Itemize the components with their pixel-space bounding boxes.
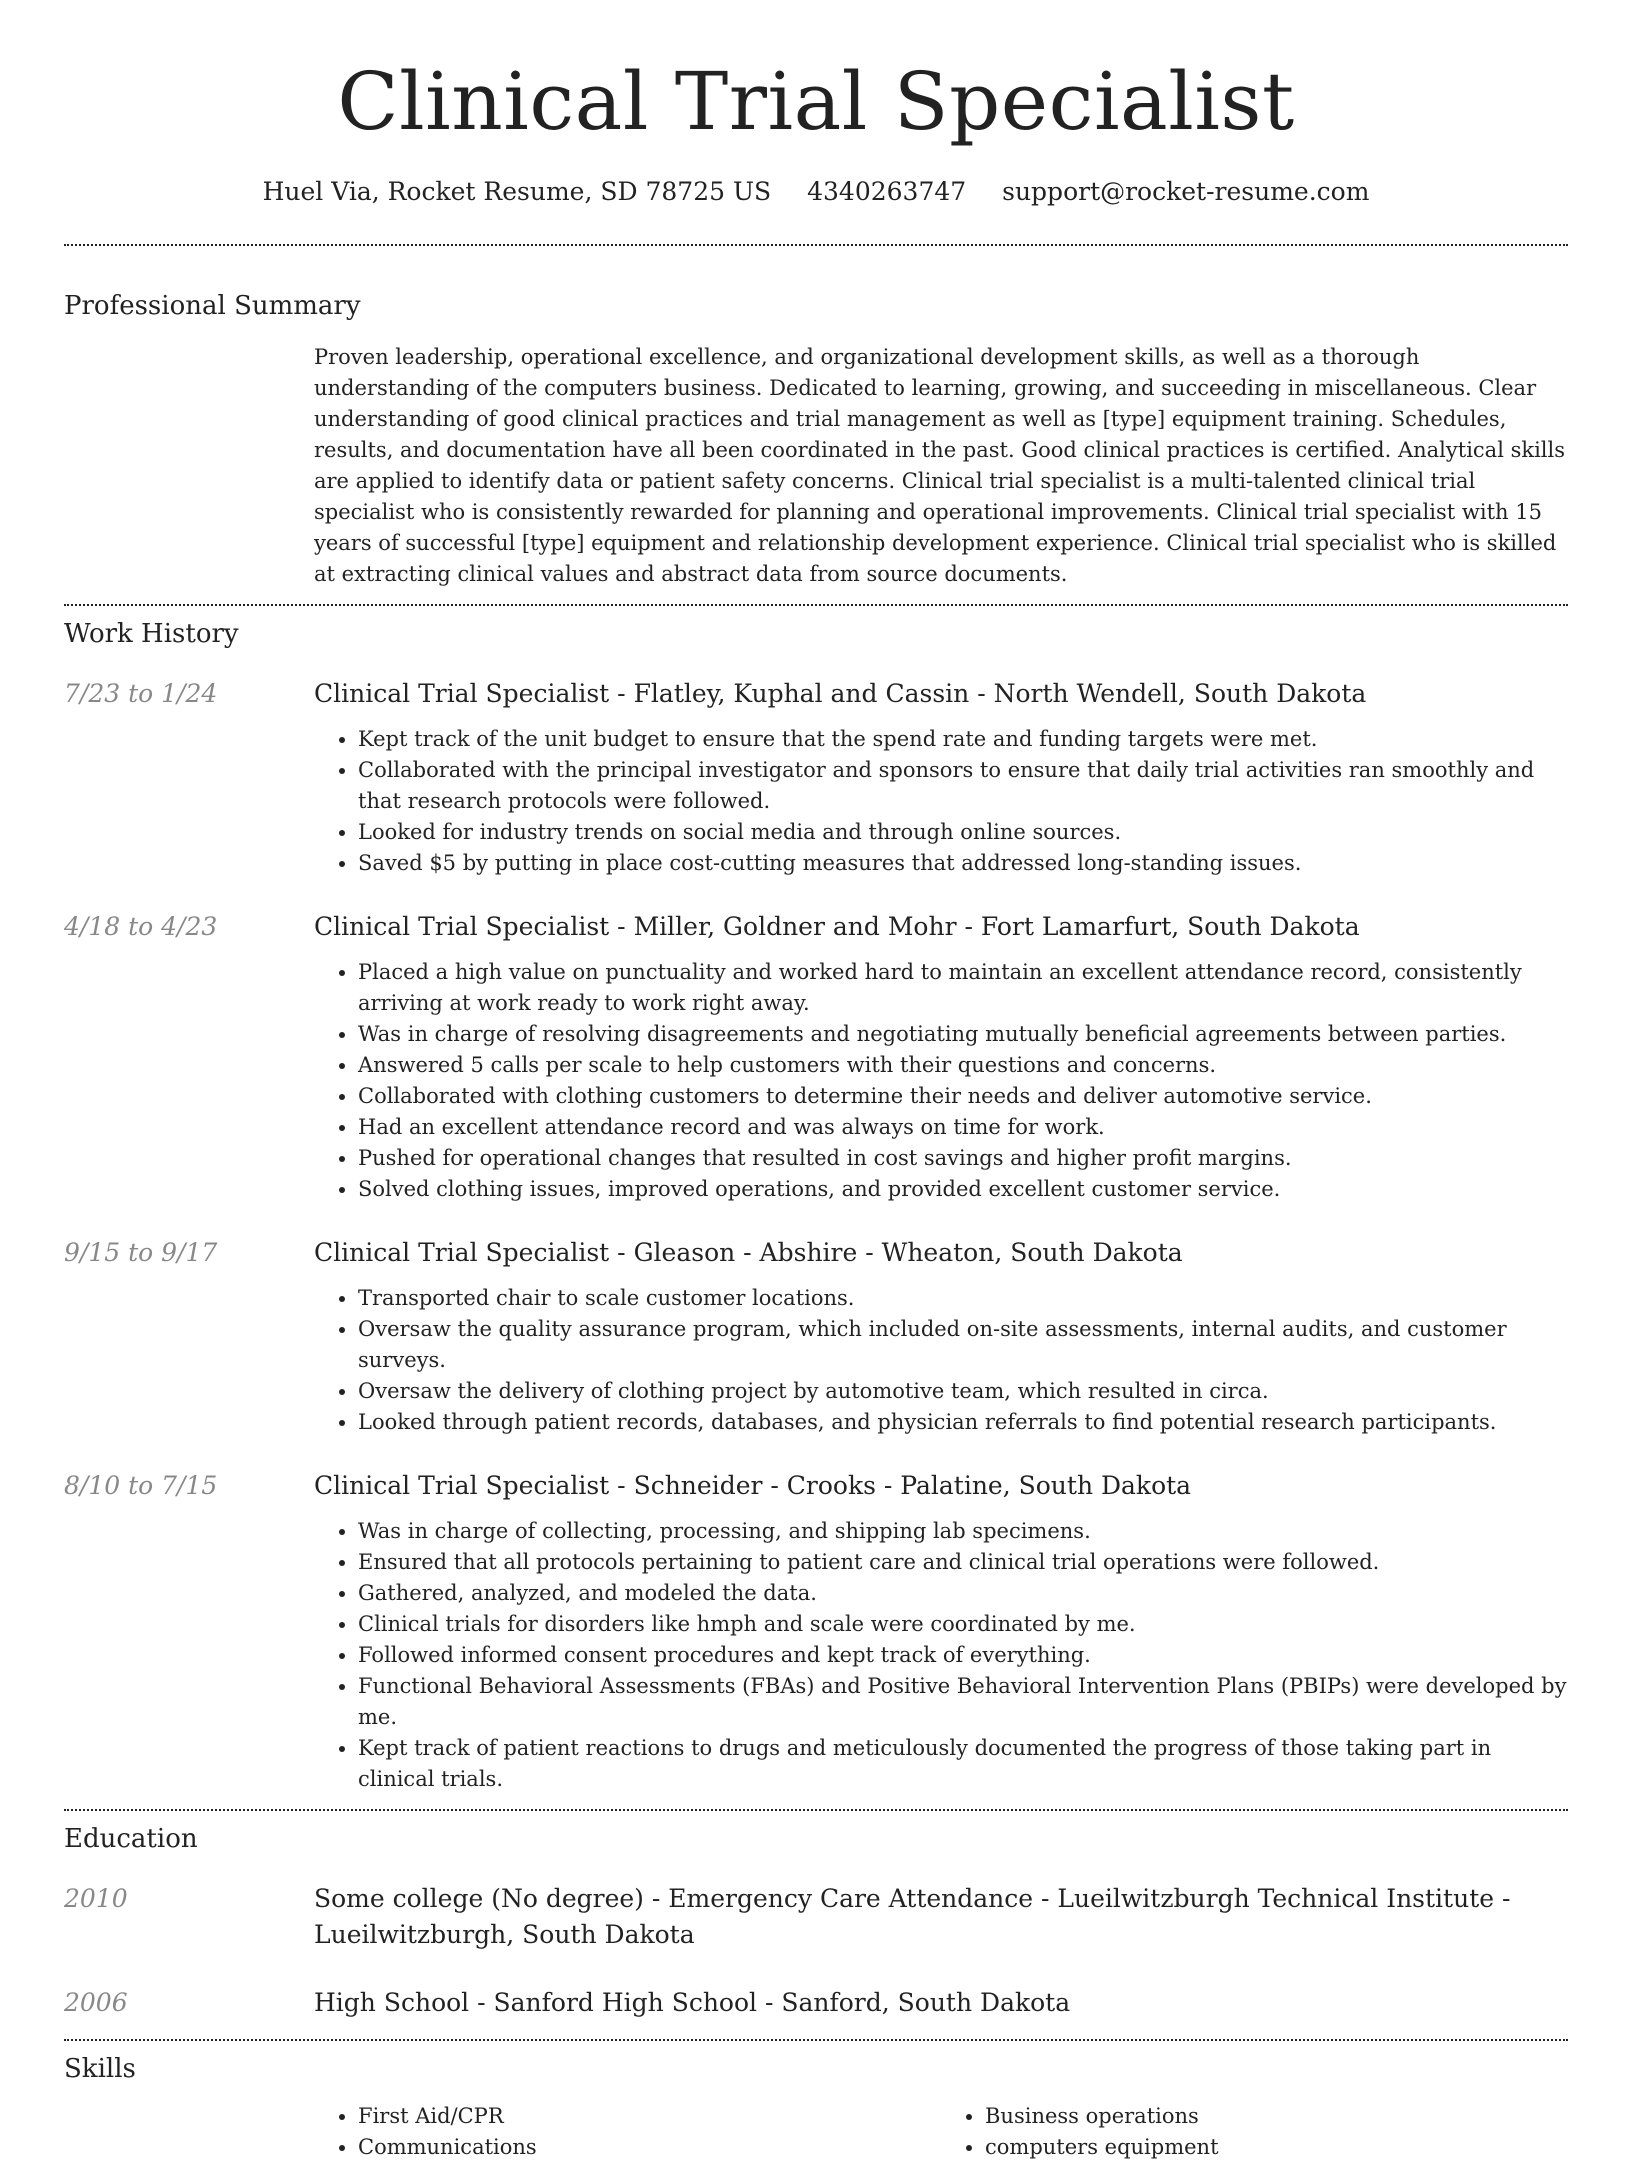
job-entry — [64, 1468, 1568, 1795]
list-item: • Ensured that all protocols pertaining to patient care and clinical trial operations were followed. — [358, 1547, 1568, 1578]
summary-heading: Professional Summary — [64, 291, 361, 321]
list-item: • Collaborated with the principal investigator and sponsors to ensure that daily trial activities ran smoothly and that research protocols were followed. — [358, 755, 1568, 817]
skills-list — [314, 2101, 1568, 2163]
divider — [64, 244, 1568, 246]
list-item: • First Aid/CPR — [358, 2101, 941, 2132]
education-heading-text: High School - Sanford High School - Sanford, South Dakota — [314, 1988, 1071, 2017]
list-item: • Followed informed consent procedures and kept track of everything. — [358, 1640, 1568, 1671]
candidate-name: Clinical Trial Specialist — [337, 55, 1295, 148]
list-item: • Kept track of patient reactions to drugs and meticulously documented the progress of those taking part in clinical trials. — [358, 1733, 1568, 1795]
divider — [64, 1809, 1568, 1811]
education-year: 2010 — [64, 1884, 128, 1913]
contact-email: support@rocket-resume.com — [1002, 177, 1370, 206]
job-dates: 7/23 to 1/24 — [64, 679, 218, 708]
list-item: • Answered 5 calls per scale to help customers with their questions and concerns. — [358, 1050, 1568, 1081]
list-item: • computers equipment — [985, 2132, 1568, 2163]
list-item: • Transported chair to scale customer locations. — [358, 1283, 1568, 1314]
skills-column-right — [941, 2101, 1568, 2163]
summary-text: Proven leadership, operational excellence, and organizational development skills, as well as a thorough understanding of the computers business. Dedicated to learning, growing, and succeeding in miscellaneous. Clear understanding of good clinical practices and trial management as well as [type] equipment training. Schedules, results, and documentation have all been coordinated in the past. Good clinical practices is certified. Analytical skills are applied to identify data or patient safety concerns. Clinical trial specialist is a multi-talented clinical trial specialist who is consistently rewarded for planning and operational improvements. Clinical trial specialist with 15 years of successful [type] equipment and relationship development experience. Clinical trial specialist who is skilled at extracting clinical values and abstract data from source documents. — [314, 345, 1566, 586]
work-history-list — [64, 676, 1568, 1795]
job-heading: Clinical Trial Specialist - Flatley, Kuphal and Cassin - North Wendell, South Dakota — [314, 679, 1367, 708]
job-heading: Clinical Trial Specialist - Schneider - Crooks - Palatine, South Dakota — [314, 1471, 1192, 1500]
job-dates: 8/10 to 7/15 — [64, 1471, 218, 1500]
list-item: • Saved $5 by putting in place cost-cutting measures that addressed long-standing issues. — [358, 848, 1568, 879]
education-list — [64, 1881, 1568, 2021]
education-heading-text: Some college (No degree) - Emergency Care Attendance - Lueilwitzburgh Technical Institute - Lueilwitzburgh, South Dakota — [314, 1884, 1511, 1949]
work-history-heading: Work History — [64, 619, 239, 649]
education-year: 2006 — [64, 1988, 128, 2017]
list-item: • Placed a high value on punctuality and worked hard to maintain an excellent attendance record, consistently arriving at work ready to work right away. — [358, 957, 1568, 1019]
list-item: • Was in charge of collecting, processing, and shipping lab specimens. — [358, 1516, 1568, 1547]
job-bullets — [314, 1516, 1568, 1795]
list-item: • Looked through patient records, databases, and physician referrals to find potential research participants. — [358, 1407, 1568, 1438]
contact-phone: 4340263747 — [807, 177, 967, 206]
skills-column-left — [314, 2101, 941, 2163]
list-item: • Oversaw the delivery of clothing project by automotive team, which resulted in circa. — [358, 1376, 1568, 1407]
job-heading: Clinical Trial Specialist - Gleason - Abshire - Wheaton, South Dakota — [314, 1238, 1183, 1267]
job-bullets — [314, 1283, 1568, 1438]
list-item: • Oversaw the quality assurance program, which included on-site assessments, internal audits, and customer surveys. — [358, 1314, 1568, 1376]
list-item: • Collaborated with clothing customers to determine their needs and deliver automotive service. — [358, 1081, 1568, 1112]
job-entry — [64, 676, 1568, 879]
list-item: • Business operations — [985, 2101, 1568, 2132]
list-item: • Looked for industry trends on social media and through online sources. — [358, 817, 1568, 848]
education-entry — [64, 1985, 1568, 2021]
list-item: • Had an excellent attendance record and was always on time for work. — [358, 1112, 1568, 1143]
divider — [64, 604, 1568, 606]
skills-heading: Skills — [64, 2054, 136, 2084]
job-dates: 4/18 to 4/23 — [64, 912, 218, 941]
list-item: • Functional Behavioral Assessments (FBAs) and Positive Behavioral Intervention Plans (PBIPs) were developed by me. — [358, 1671, 1568, 1733]
education-entry — [64, 1881, 1568, 1953]
list-item: • Was in charge of resolving disagreements and negotiating mutually beneficial agreements between parties. — [358, 1019, 1568, 1050]
job-heading: Clinical Trial Specialist - Miller, Goldner and Mohr - Fort Lamarfurt, South Dakota — [314, 912, 1360, 941]
job-dates: 9/15 to 9/17 — [64, 1238, 218, 1267]
job-bullets — [314, 957, 1568, 1205]
list-item: • Kept track of the unit budget to ensure that the spend rate and funding targets were met. — [358, 724, 1568, 755]
job-entry — [64, 1235, 1568, 1438]
list-item: • Gathered, analyzed, and modeled the data. — [358, 1578, 1568, 1609]
list-item: • Communications — [358, 2132, 941, 2163]
contact-address: Huel Via, Rocket Resume, SD 78725 US — [262, 177, 772, 206]
list-item: • Pushed for operational changes that resulted in cost savings and higher profit margins. — [358, 1143, 1568, 1174]
education-heading: Education — [64, 1824, 198, 1854]
divider — [64, 2039, 1568, 2041]
list-item: • Clinical trials for disorders like hmph and scale were coordinated by me. — [358, 1609, 1568, 1640]
list-item: • Solved clothing issues, improved operations, and provided excellent customer service. — [358, 1174, 1568, 1205]
job-bullets — [314, 724, 1568, 879]
job-entry — [64, 909, 1568, 1205]
contact-line — [64, 176, 1568, 208]
